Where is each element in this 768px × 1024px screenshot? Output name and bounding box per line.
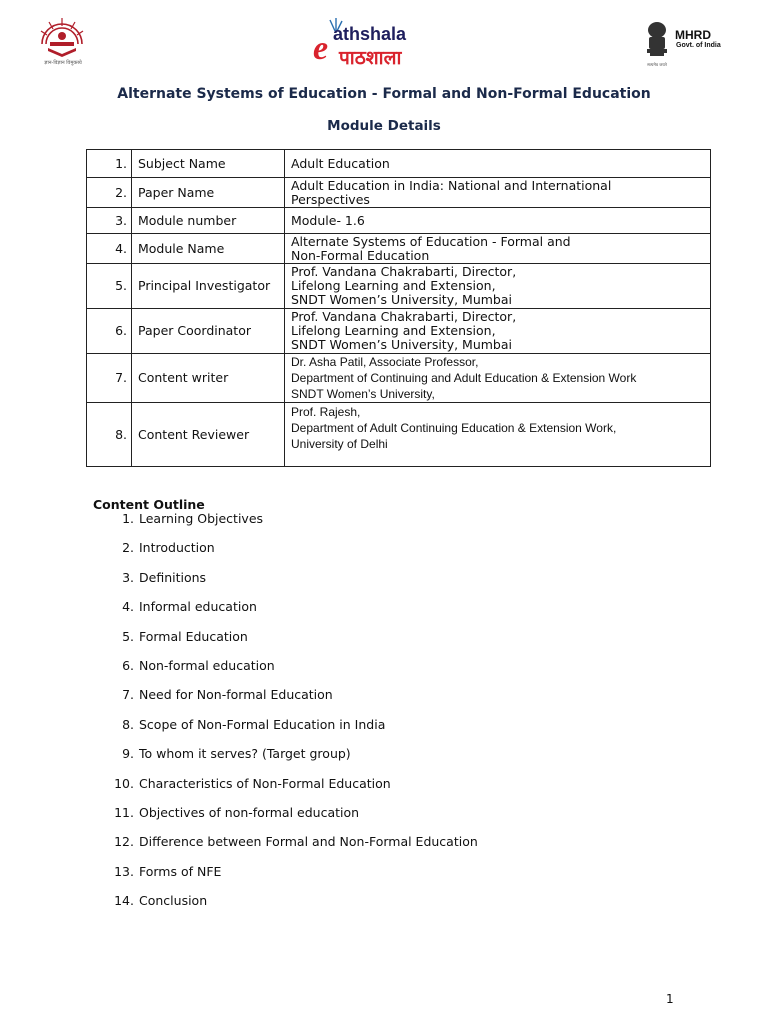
item-number: 10.	[114, 775, 134, 791]
value-line: SNDT Women’s University, Mumbai	[291, 292, 512, 307]
row-number: 7.	[87, 354, 132, 403]
item-number: 7.	[122, 687, 134, 703]
item-text: Scope of Non-Formal Education in India	[139, 716, 386, 732]
value-line: Prof. Vandana Chakrabarti, Director,	[291, 264, 517, 279]
govt-subtitle: Govt. of India	[676, 42, 721, 49]
item-number: 5.	[122, 628, 134, 644]
row-label: Content writer	[132, 354, 285, 403]
row-value	[285, 234, 711, 264]
item-text: To whom it serves? (Target group)	[139, 746, 351, 762]
value-line: Alternate Systems of Education - Formal and	[291, 233, 571, 249]
item-number: 11.	[114, 804, 134, 820]
epathshala-logo	[313, 18, 458, 70]
item-number: 9.	[122, 746, 134, 762]
value-line: Adult Education in India: National and International	[291, 177, 612, 193]
row-label: Module number	[132, 208, 285, 234]
item-number: 13.	[114, 863, 134, 879]
item-number: 6.	[122, 657, 134, 673]
mhrd-logo	[643, 20, 733, 68]
mhrd-title: MHRD	[675, 28, 711, 42]
row-label: Content Reviewer	[132, 403, 285, 467]
row-value	[285, 309, 711, 354]
value-line: Prof. Rajesh,	[291, 405, 361, 419]
row-label: Module Name	[132, 234, 285, 264]
value-line: Module- 1.6	[291, 212, 365, 228]
item-text: Learning Objectives	[139, 511, 264, 526]
item-text: Objectives of non-formal education	[139, 804, 360, 820]
table-row	[87, 178, 711, 208]
ugc-logo	[36, 14, 88, 68]
value-line: Prof. Vandana Chakrabarti, Director,	[291, 309, 517, 324]
item-number: 3.	[122, 569, 134, 585]
row-number: 1.	[87, 150, 132, 178]
value-line: SNDT Women’s University, Mumbai	[291, 337, 512, 352]
item-text: Difference between Formal and Non-Formal Education	[139, 834, 478, 850]
row-number: 4.	[87, 234, 132, 264]
table-row	[87, 309, 711, 354]
emblem-caption: सत्यमेव जयते	[647, 62, 667, 67]
table-row	[87, 150, 711, 178]
table-row	[87, 208, 711, 234]
item-text: Conclusion	[139, 893, 208, 909]
table-row	[87, 354, 711, 403]
value-line: Lifelong Learning and Extension,	[291, 278, 496, 293]
item-text: Non-formal education	[139, 657, 275, 673]
item-number: 8.	[122, 716, 134, 732]
item-text: Informal education	[139, 599, 257, 615]
item-number: 2.	[122, 540, 134, 556]
row-value	[285, 354, 711, 403]
brand-e-letter: e	[313, 30, 329, 67]
row-number: 6.	[87, 309, 132, 354]
item-text: Forms of NFE	[139, 863, 222, 879]
brand-name: athshala	[333, 24, 407, 44]
module-details-table	[86, 149, 711, 467]
row-label: Subject Name	[132, 150, 285, 178]
brand-hindi: पाठशाला	[339, 47, 402, 69]
row-value	[285, 264, 711, 309]
item-text: Introduction	[139, 540, 215, 556]
row-label: Principal Investigator	[132, 264, 285, 309]
item-number: 14.	[114, 893, 134, 909]
value-line: Department of Adult Continuing Education & Extension Work,	[291, 421, 617, 435]
value-line: Adult Education	[291, 155, 390, 171]
item-text: Characteristics of Non-Formal Education	[139, 775, 391, 791]
item-number: 12.	[114, 834, 134, 850]
ugc-caption: ज्ञान-विज्ञान विमुक्तये	[44, 60, 82, 66]
item-text: Definitions	[139, 569, 207, 585]
outline-heading: Content Outline	[93, 497, 205, 512]
table-row	[87, 264, 711, 309]
row-number: 8.	[87, 403, 132, 467]
row-value	[285, 178, 711, 208]
value-line: Department of Continuing and Adult Education & Extension Work	[291, 371, 637, 385]
value-line: Non-Formal Education	[291, 247, 430, 263]
row-value	[285, 403, 711, 467]
item-text: Formal Education	[139, 628, 248, 644]
value-line: University of Delhi	[291, 437, 388, 451]
row-value	[285, 150, 711, 178]
ugc-emblem-icon	[36, 14, 88, 60]
row-number: 5.	[87, 264, 132, 309]
value-line: Lifelong Learning and Extension,	[291, 323, 496, 338]
row-label: Paper Name	[132, 178, 285, 208]
page-number: 1	[666, 992, 674, 1006]
national-emblem-icon	[643, 20, 671, 60]
item-number: 4.	[122, 599, 134, 615]
value-line: SNDT Women’s University,	[291, 387, 435, 401]
value-line: Perspectives	[291, 191, 370, 207]
row-label: Paper Coordinator	[132, 309, 285, 354]
row-number: 3.	[87, 208, 132, 234]
table-row	[87, 403, 711, 467]
item-text: Need for Non-formal Education	[139, 687, 333, 703]
row-value	[285, 208, 711, 234]
section-title: Module Details	[327, 118, 441, 134]
row-number: 2.	[87, 178, 132, 208]
item-number: 1.	[122, 511, 134, 526]
table-row	[87, 234, 711, 264]
value-line: Dr. Asha Patil, Associate Professor,	[291, 355, 479, 369]
document-title: Alternate Systems of Education - Formal and Non-Formal Education	[117, 86, 651, 102]
